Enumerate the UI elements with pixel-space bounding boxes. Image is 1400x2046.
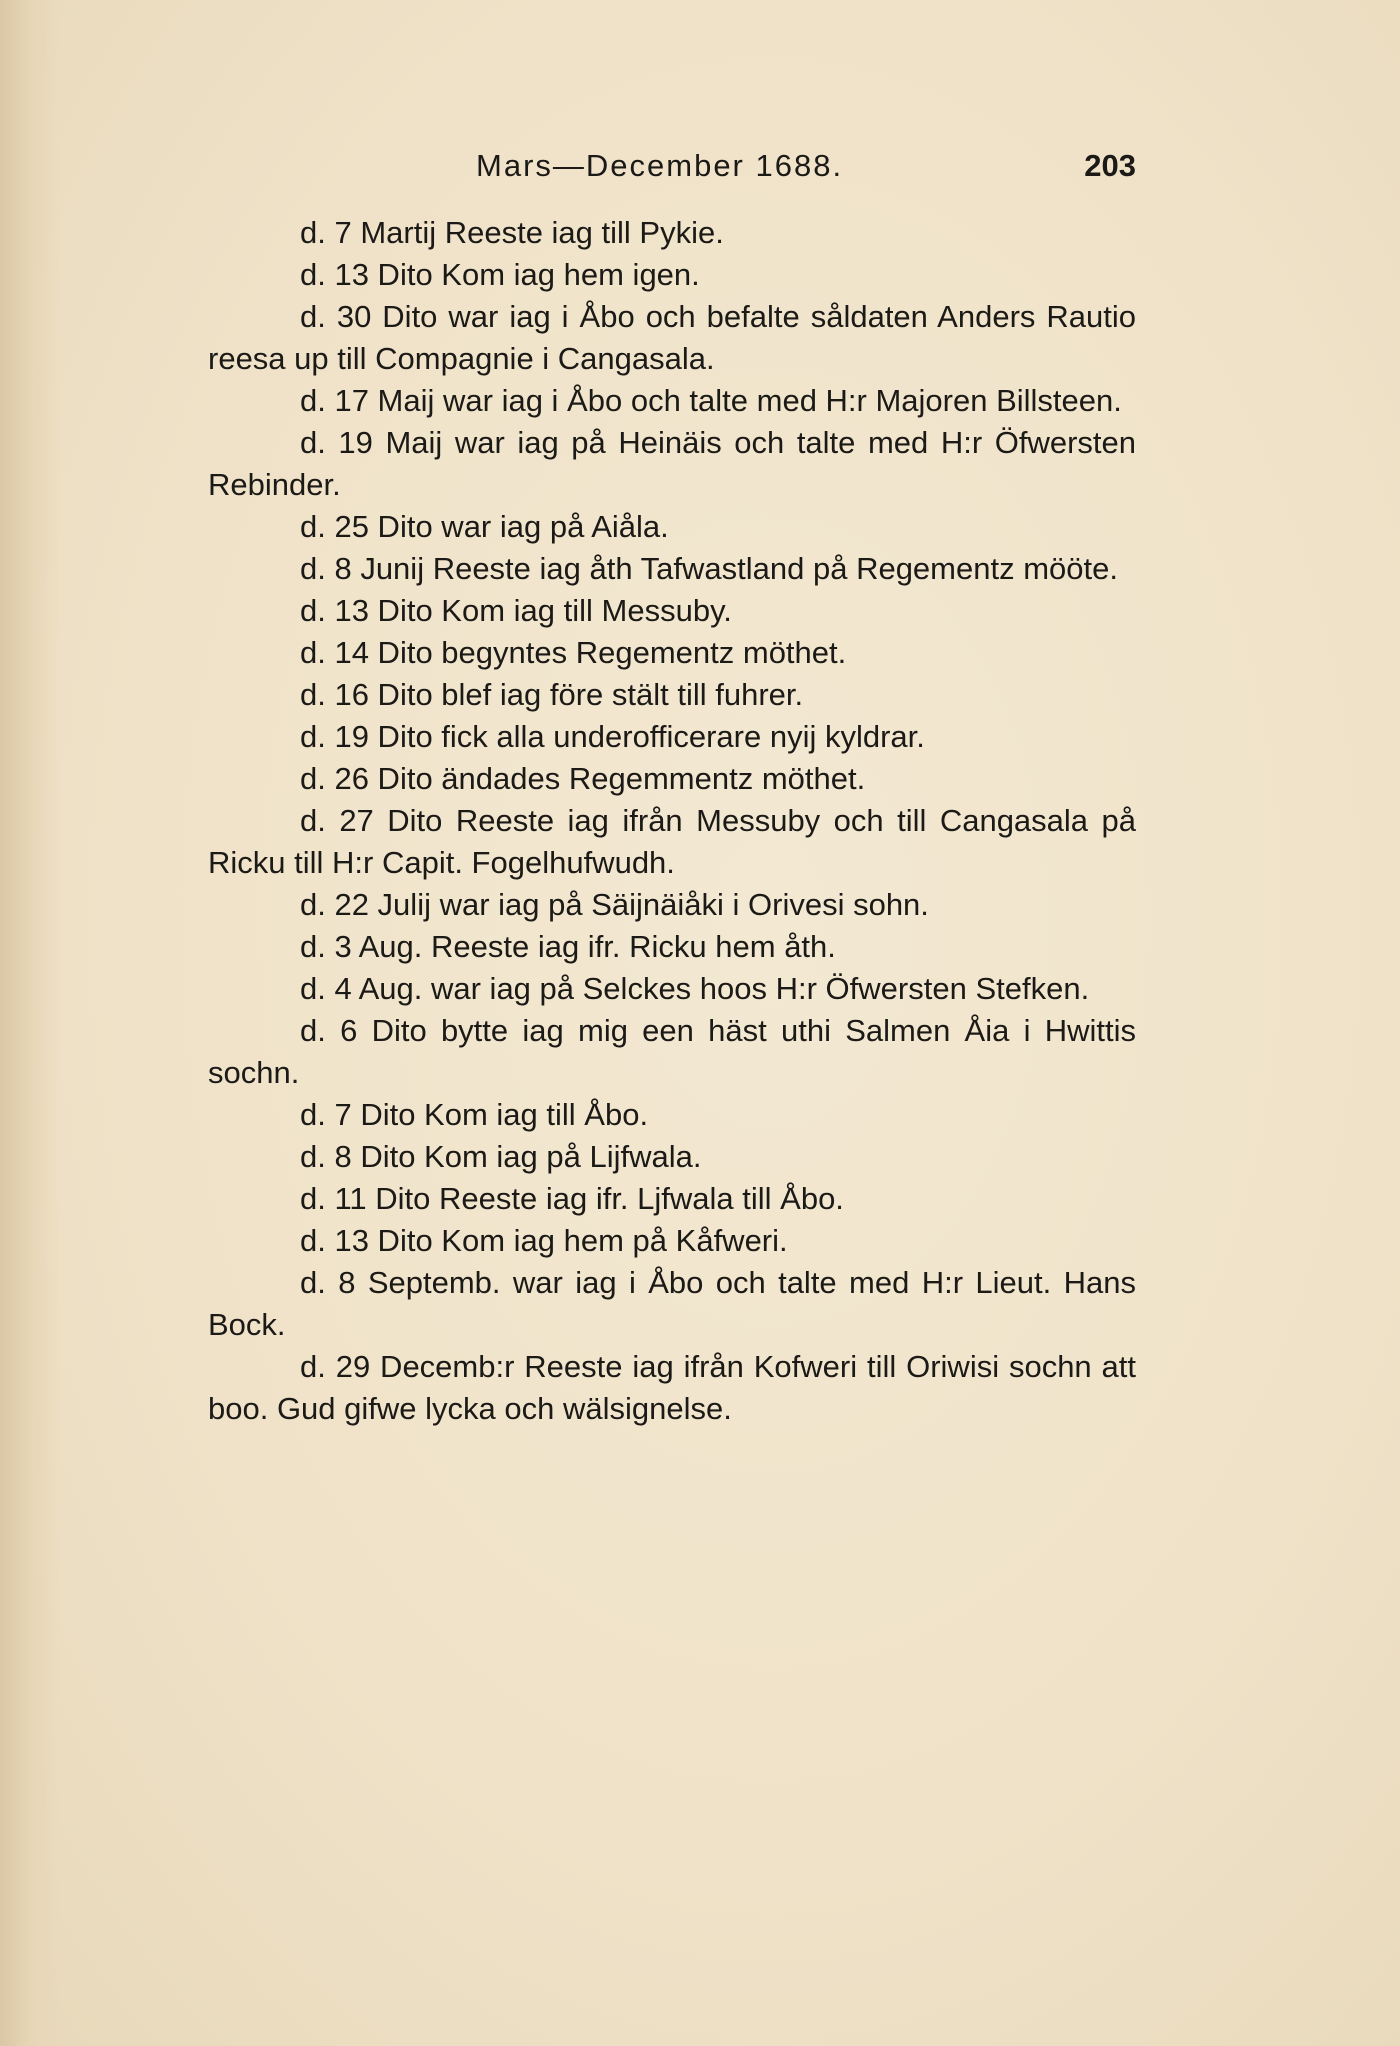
diary-entry: d. 19 Dito fick alla underofficerare nyij kyldrar. xyxy=(300,719,925,754)
diary-entry: d. 29 Decemb:r Reeste iag ifrån Kofweri till Oriwisi sochn att boo. Gud gifwe lycka och wälsignelse. xyxy=(208,1349,1136,1426)
diary-entry: d. 8 Dito Kom iag på Lijfwala. xyxy=(300,1139,702,1174)
diary-entry: d. 14 Dito begyntes Regementz möthet. xyxy=(300,635,847,670)
diary-entry: d. 19 Maij war iag på Heinäis och talte med H:r Öfwersten Rebinder. xyxy=(208,425,1136,502)
diary-entry: d. 26 Dito ändades Regemmentz möthet. xyxy=(300,761,866,796)
page-number: 203 xyxy=(1084,148,1136,183)
diary-entry: d. 8 Junij Reeste iag åth Tafwastland på Regementz mööte. xyxy=(300,551,1118,586)
running-title: Mars—December 1688. xyxy=(476,148,844,183)
diary-entry: d. 13 Dito Kom iag hem på Kåfweri. xyxy=(300,1223,788,1258)
diary-entry: d. 13 Dito Kom iag till Messuby. xyxy=(300,593,732,628)
diary-entry: d. 4 Aug. war iag på Selckes hoos H:r Öfwersten Stefken. xyxy=(300,971,1090,1006)
diary-entry: d. 27 Dito Reeste iag ifrån Messuby och till Cangasala på Ricku till H:r Capit. Fogelhufwudh. xyxy=(208,803,1136,880)
diary-entry: d. 17 Maij war iag i Åbo och talte med H:r Majoren Billsteen. xyxy=(300,383,1122,418)
diary-entry: d. 22 Julij war iag på Säijnäiåki i Orivesi sohn. xyxy=(300,887,929,922)
diary-text xyxy=(208,212,1136,1430)
diary-entry: d. 8 Septemb. war iag i Åbo och talte med H:r Lieut. Hans Bock. xyxy=(208,1265,1136,1342)
diary-entry: d. 25 Dito war iag på Aiåla. xyxy=(300,509,669,544)
page-edge-shadow xyxy=(0,0,60,2046)
diary-entry: d. 13 Dito Kom iag hem igen. xyxy=(300,257,700,292)
diary-entry: d. 30 Dito war iag i Åbo och befalte såldaten Anders Rautio reesa up till Compagnie i Cangasala. xyxy=(208,299,1136,376)
diary-entry: d. 16 Dito blef iag före stält till fuhrer. xyxy=(300,677,804,712)
page-header xyxy=(208,140,1136,190)
diary-entry: d. 3 Aug. Reeste iag ifr. Ricku hem åth. xyxy=(300,929,836,964)
diary-entry: d. 6 Dito bytte iag mig een häst uthi Salmen Åia i Hwittis sochn. xyxy=(208,1013,1136,1090)
diary-entry: d. 11 Dito Reeste iag ifr. Ljfwala till Åbo. xyxy=(300,1181,844,1216)
diary-entry: d. 7 Martij Reeste iag till Pykie. xyxy=(300,215,724,250)
diary-entry: d. 7 Dito Kom iag till Åbo. xyxy=(300,1097,649,1132)
